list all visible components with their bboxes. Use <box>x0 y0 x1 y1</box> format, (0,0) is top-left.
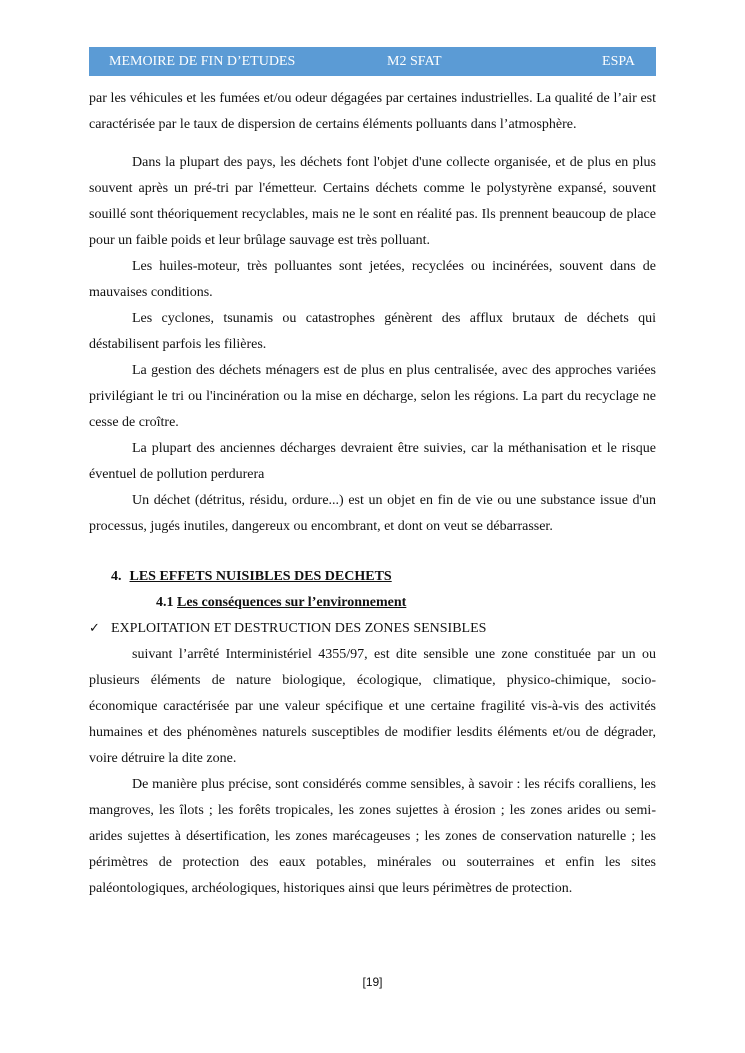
paragraph-cyclones: Les cyclones, tsunamis ou catastrophes génèrent des afflux brutaux de déchets qui déstabilisent parfois les filières. <box>89 311 656 352</box>
paragraph-motor-oils: Les huiles-moteur, très polluantes sont jetées, recyclées ou incinérées, souvent dans de mauvaises conditions. <box>89 259 656 300</box>
subsection-number: 4.1 <box>156 595 174 610</box>
subsection-title: Les conséquences sur l’environnement <box>177 595 407 610</box>
paragraph-old-landfills: La plupart des anciennes décharges devraient être suivies, car la méthanisation et le risque éventuel de pollution perdurera <box>89 441 656 482</box>
paragraph-waste-definition: Un déchet (détritus, résidu, ordure...) est un objet en fin de vie ou une substance issue d'un processus, jugés inutiles, dangereux ou encombrant, et dont on veut se débarrasser. <box>89 493 656 534</box>
header-program: M2 SFAT <box>387 54 442 69</box>
page-number: [19] <box>362 975 383 989</box>
paragraph-waste-collection: Dans la plupart des pays, les déchets font l'objet d'une collecte organisée, et de plus en plus souvent après un pré-tri par l'émetteur. Certains déchets comme le polystyrène expansé, souvent souillé sont théoriquement recyclables, mais ne le sont en réalité pas. Ils prennent beaucoup de place pour un faible poids et leur brûlage sauvage est très polluant. <box>89 155 656 248</box>
page-header <box>89 47 656 76</box>
paragraph-household-waste: La gestion des déchets ménagers est de plus en plus centralisée, avec des approches variées privilégiant le tri ou l'incinération ou la mise en décharge, selon les régions. La part du recyclage ne cesse de croître. <box>89 363 656 430</box>
section-number: 4. <box>111 569 122 584</box>
checklist-item <box>89 616 656 642</box>
header-document-type: MEMOIRE DE FIN D’ETUDES <box>109 54 296 69</box>
header-school: ESPA <box>602 54 635 69</box>
section-title: LES EFFETS NUISIBLES DES DECHETS <box>129 569 392 584</box>
subsection-heading <box>89 590 656 616</box>
paragraph-air-quality: par les véhicules et les fumées et/ou odeur dégagées par certaines industrielles. La qualité de l’air est caractérisée par le taux de dispersion de certains éléments polluants dans l’atmosphère. <box>89 91 656 132</box>
paragraph-sensitive-zone-list: De manière plus précise, sont considérés comme sensibles, à savoir : les récifs coralliens, les mangroves, les îlots ; les forêts tropicales, les zones sujettes à érosion ; les zones arides ou semi-arides sujettes à désertification, les zones marécageuses ; les zones de conservation naturelle ; les périmètres de protection des eaux potables, minérales ou souterraines et enfin les sites paléontologiques, archéologiques, historiques ainsi que leurs périmètres de protection. <box>89 777 656 896</box>
paragraph-sensitive-zone-definition: suivant l’arrêté Interministériel 4355/97, est dite sensible une zone constituée par un ou plusieurs éléments de nature biologique, écologique, climatique, physico-chimique, socio-économique caractérisée par une valeur spécifique et une certaine fragilité vis-à-vis des activités humaines et des phénomènes naturels susceptibles de modifier lesdits éléments et/ou de dégrader, voire détruire la dite zone. <box>89 647 656 766</box>
checklist-label: EXPLOITATION ET DESTRUCTION DES ZONES SENSIBLES <box>111 621 487 636</box>
section-heading <box>89 564 656 590</box>
page-body <box>89 86 656 902</box>
check-mark-icon: ✓ <box>89 621 100 636</box>
